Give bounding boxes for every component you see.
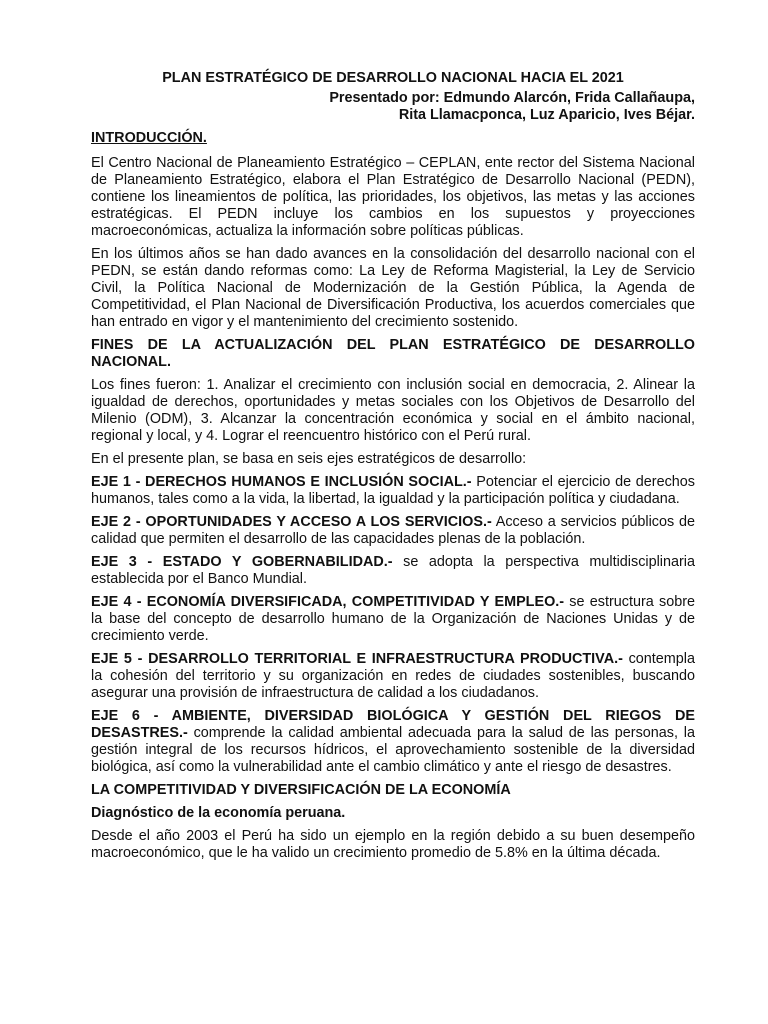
competitividad-heading: LA COMPETITIVIDAD Y DIVERSIFICACIÓN DE LA ECONOMÍA [91, 782, 511, 798]
introduction-heading: INTRODUCCIÓN. [91, 130, 207, 146]
eje-4-paragraph [91, 594, 695, 645]
eje-6-text: comprende la calidad ambiental adecuada para la salud de las personas, la gestión integral de los recursos hídricos, el aprovechamiento sostenible de la diversidad biológica, así como la vulnerabilidad ante el cambio climático y ante el riesgo de desastres. [91, 725, 695, 775]
eje-5-title: EJE 5 - DESARROLLO TERRITORIAL E INFRAESTRUCTURA PRODUCTIVA.- [91, 651, 623, 667]
diagnostico-paragraph-1: Desde el año 2003 el Perú ha sido un ejemplo en la región debido a su buen desempeño macroeconómico, que le ha valido un crecimiento promedio de 5.8% en la última década. [91, 828, 695, 861]
eje-3-title: EJE 3 - ESTADO Y GOBERNABILIDAD.- [91, 554, 393, 570]
fines-paragraph-1: Los fines fueron: 1. Analizar el crecimiento con inclusión social en democracia, 2. Alinear la igualdad de derechos, oportunidades y metas sociales con los Objetivos de Desarrollo del Milenio (ODM), 3. Alcanzar la concentración económica y social en el ámbito nacional, regional y local, y 4. Lograr el reencuentro histórico con el Perú rural. [91, 377, 695, 444]
eje-6-paragraph [91, 708, 695, 776]
eje-3-text: se adopta la perspectiva multidisciplinaria establecida por el Banco Mundial. [91, 554, 695, 587]
eje-1-text: Potenciar el ejercicio de derechos humanos, tales como a la vida, la libertad, la igualdad y la participación política y ciudadana. [91, 474, 695, 507]
diagnostico-heading: Diagnóstico de la economía peruana. [91, 805, 346, 821]
authors-block [91, 90, 695, 124]
authors-line-1: Presentado por: Edmundo Alarcón, Frida Callañaupa, [329, 90, 695, 106]
fines-heading: FINES DE LA ACTUALIZACIÓN DEL PLAN ESTRATÉGICO DE DESARROLLO NACIONAL. [91, 337, 695, 370]
eje-2-paragraph [91, 514, 695, 548]
eje-6-title: EJE 6 - AMBIENTE, DIVERSIDAD BIOLÓGICA Y GESTIÓN DEL RIEGOS DE DESASTRES.- [91, 708, 695, 741]
eje-4-title: EJE 4 - ECONOMÍA DIVERSIFICADA, COMPETITIVIDAD Y EMPLEO.- [91, 594, 565, 610]
eje-5-text: contempla la cohesión del territorio y su organización en redes de ciudades sostenibles, buscando asegurar una provisión de infraestructura de calidad a los ciudadanos. [91, 651, 695, 701]
fines-paragraph-2: En el presente plan, se basa en seis ejes estratégicos de desarrollo: [91, 451, 527, 467]
eje-1-title: EJE 1 - DERECHOS HUMANOS E INCLUSIÓN SOCIAL.- [91, 474, 472, 490]
introduction-paragraph-1: El Centro Nacional de Planeamiento Estratégico – CEPLAN, ente rector del Sistema Nacional de Planeamiento Estratégico, elabora el Plan Estratégico de Desarrollo Nacional (PEDN), contiene los lineamientos de política, las prioridades, los objetivos, las metas y las acciones estratégicas. El PEDN incluye los cambios en los supuestos y proyecciones macroeconómicas, actualiza la información sobre políticas públicas. [91, 155, 695, 239]
authors-line-2: Rita Llamacponca, Luz Aparicio, Ives Béjar. [398, 107, 695, 123]
eje-5-paragraph [91, 651, 695, 702]
eje-2-text: Acceso a servicios públicos de calidad que permiten el desarrollo de las capacidades plenas de la población. [91, 514, 695, 547]
document-title: PLAN ESTRATÉGICO DE DESARROLLO NACIONAL HACIA EL 2021 [162, 70, 624, 86]
eje-2-title: EJE 2 - OPORTUNIDADES Y ACCESO A LOS SERVICIOS.- [91, 514, 492, 530]
eje-4-text: se estructura sobre la base del concepto de desarrollo humano de la Organización de Naciones Unidas y de crecimiento verde. [91, 594, 695, 644]
eje-3-paragraph [91, 554, 695, 588]
document-page [91, 70, 695, 868]
introduction-paragraph-2: En los últimos años se han dado avances en la consolidación del desarrollo nacional con el PEDN, se están dando reformas como: La Ley de Reforma Magisterial, la Ley de Servicio Civil, la Política Nacional de Modernización de la Gestión Pública, la Agenda de Competitividad, el Plan Nacional de Diversificación Productiva, los acuerdos comerciales que han entrado en vigor y el mantenimiento del crecimiento sostenido. [91, 246, 695, 330]
eje-1-paragraph [91, 474, 695, 508]
